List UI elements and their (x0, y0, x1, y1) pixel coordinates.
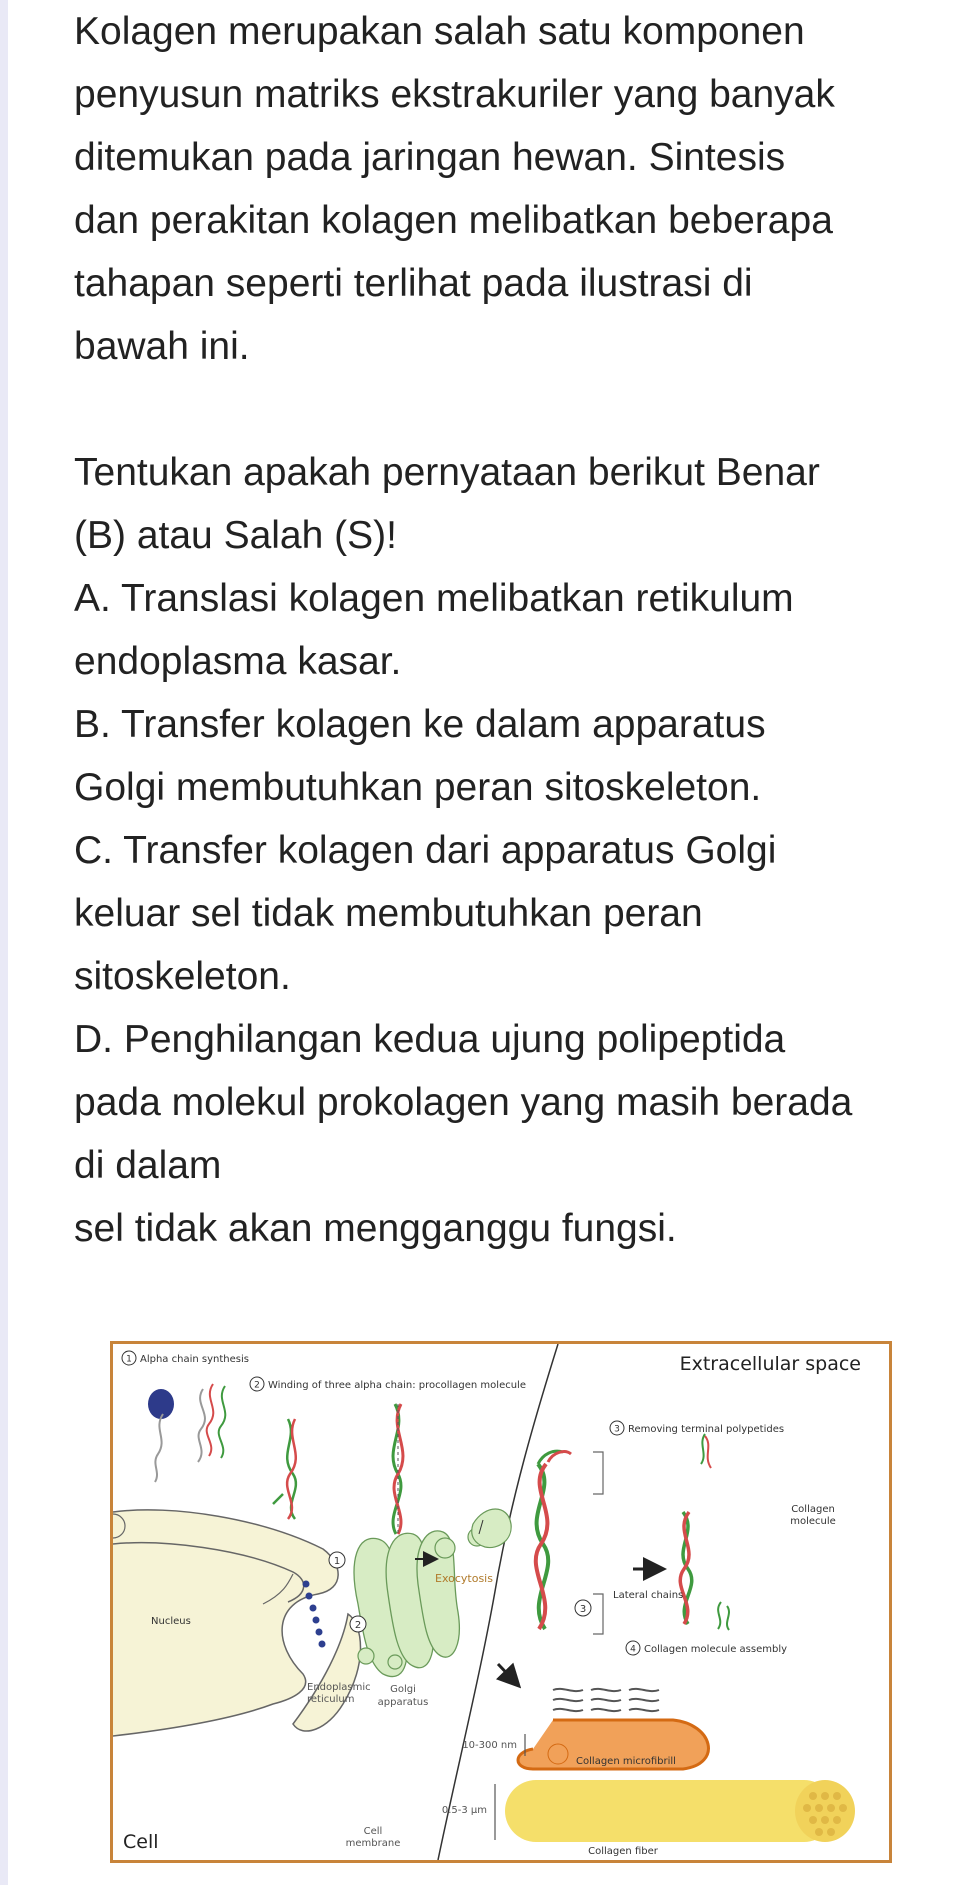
statement-line: D. Penghilangan kedua ujung polipeptida (74, 1018, 786, 1061)
label-golgi-line1: Golgi (390, 1684, 416, 1695)
step-number-1-text: 1 (126, 1354, 132, 1365)
intro-line: tahapan seperti terlihat pada ilustrasi di (74, 262, 753, 305)
label-collagen-fiber: Collagen fiber (588, 1846, 658, 1857)
step-number-3 (610, 1421, 624, 1435)
instruction-line: (B) atau Salah (S)! (74, 514, 397, 557)
label-collagen-molecule-line1: Collagen (791, 1504, 835, 1515)
instruction (74, 441, 934, 567)
procollagen-removal-illustration (536, 1434, 729, 1634)
intro-paragraph (74, 0, 934, 378)
instruction-line: Tentukan apakah pernyataan berikut Benar (74, 451, 820, 494)
statement-c (74, 819, 934, 1008)
diagram-marker-3-text: 3 (579, 1604, 587, 1615)
label-er-line1: Endoplasmic (307, 1682, 371, 1693)
statement-line: pada molekul prokolagen yang masih berada (74, 1081, 853, 1124)
golgi-apparatus-shape (354, 1528, 486, 1677)
label-extracellular-space: Extracellular space (679, 1353, 861, 1375)
label-collagen-assembly: Collagen molecule assembly (644, 1644, 788, 1655)
statement-line: B. Transfer kolagen ke dalam apparatus (74, 703, 766, 746)
label-lateral-chains: Lateral chains (613, 1590, 684, 1601)
statement-line: sitoskeleton. (74, 955, 291, 998)
secretory-vesicle (472, 1509, 511, 1548)
diagram-marker-2-text: 2 (354, 1620, 362, 1631)
statement-line: di dalam (74, 1144, 222, 1187)
label-collagen-microfibrill: Collagen microfibrill (576, 1756, 676, 1767)
label-cell-membrane-line2: membrane (345, 1838, 401, 1849)
step-number-2-text: 2 (254, 1380, 260, 1391)
label-exocytosis: Exocytosis (435, 1572, 493, 1585)
intro-line: ditemukan pada jaringan hewan. Sintesis (74, 136, 786, 179)
label-cell: Cell (123, 1831, 159, 1853)
label-removing-terminal: Removing terminal polypetides (628, 1424, 785, 1435)
statement-line: keluar sel tidak membutuhkan peran (74, 892, 703, 935)
label-golgi-line2: apparatus (377, 1697, 429, 1708)
label-collagen-molecule-line2: molecule (790, 1516, 836, 1527)
step-number-1 (122, 1351, 136, 1365)
step-number-3-text: 3 (614, 1424, 620, 1435)
intro-line: penyusun matriks ekstrakuriler yang banyak (74, 73, 835, 116)
collagen-synthesis-figure (110, 1341, 892, 1863)
diagram-marker-1-text: 1 (333, 1556, 341, 1567)
statement-b (74, 693, 934, 819)
intro-line: dan perakitan kolagen melibatkan beberapa (74, 199, 833, 242)
collagen-diagram (113, 1344, 889, 1860)
label-er-line2: reticulum (307, 1694, 355, 1705)
statement-line: sel tidak akan mengganggu fungsi. (74, 1207, 677, 1250)
step-number-4 (626, 1641, 640, 1655)
intro-line: Kolagen merupakan salah satu komponen (74, 10, 805, 53)
diagram-marker-2 (350, 1616, 366, 1632)
left-edge-bar (0, 0, 8, 1885)
diagram-marker-1 (329, 1552, 345, 1568)
arrow-assembly (498, 1664, 517, 1684)
label-scale-0.5-3um: 0.5-3 µm (441, 1805, 487, 1816)
statement-d (74, 1008, 934, 1260)
statement-line: A. Translasi kolagen melibatkan retikulum (74, 577, 794, 620)
alpha-chain-synthesis-illustration (148, 1384, 225, 1482)
label-scale-10-300nm: 10-300 nm (462, 1740, 517, 1751)
question-text (74, 0, 934, 1260)
label-cell-membrane-line1: Cell (363, 1826, 383, 1837)
collagen-fiber-illustration (505, 1780, 855, 1842)
paragraph-gap (74, 378, 934, 441)
statement-a (74, 567, 934, 693)
label-alpha-chain-synthesis: Alpha chain synthesis (140, 1354, 249, 1365)
step-number-4-text: 4 (630, 1644, 636, 1655)
label-winding: Winding of three alpha chain: procollagen molecule (268, 1380, 526, 1391)
intro-line: bawah ini. (74, 325, 250, 368)
procollagen-helix-illustration (273, 1404, 403, 1534)
label-nucleus: Nucleus (151, 1616, 191, 1627)
statement-line: Golgi membutuhkan peran sitoskeleton. (74, 766, 762, 809)
statement-line: C. Transfer kolagen dari apparatus Golgi (74, 829, 777, 872)
step-number-2 (250, 1377, 264, 1391)
statement-line: endoplasma kasar. (74, 640, 402, 683)
diagram-marker-3 (575, 1600, 591, 1616)
